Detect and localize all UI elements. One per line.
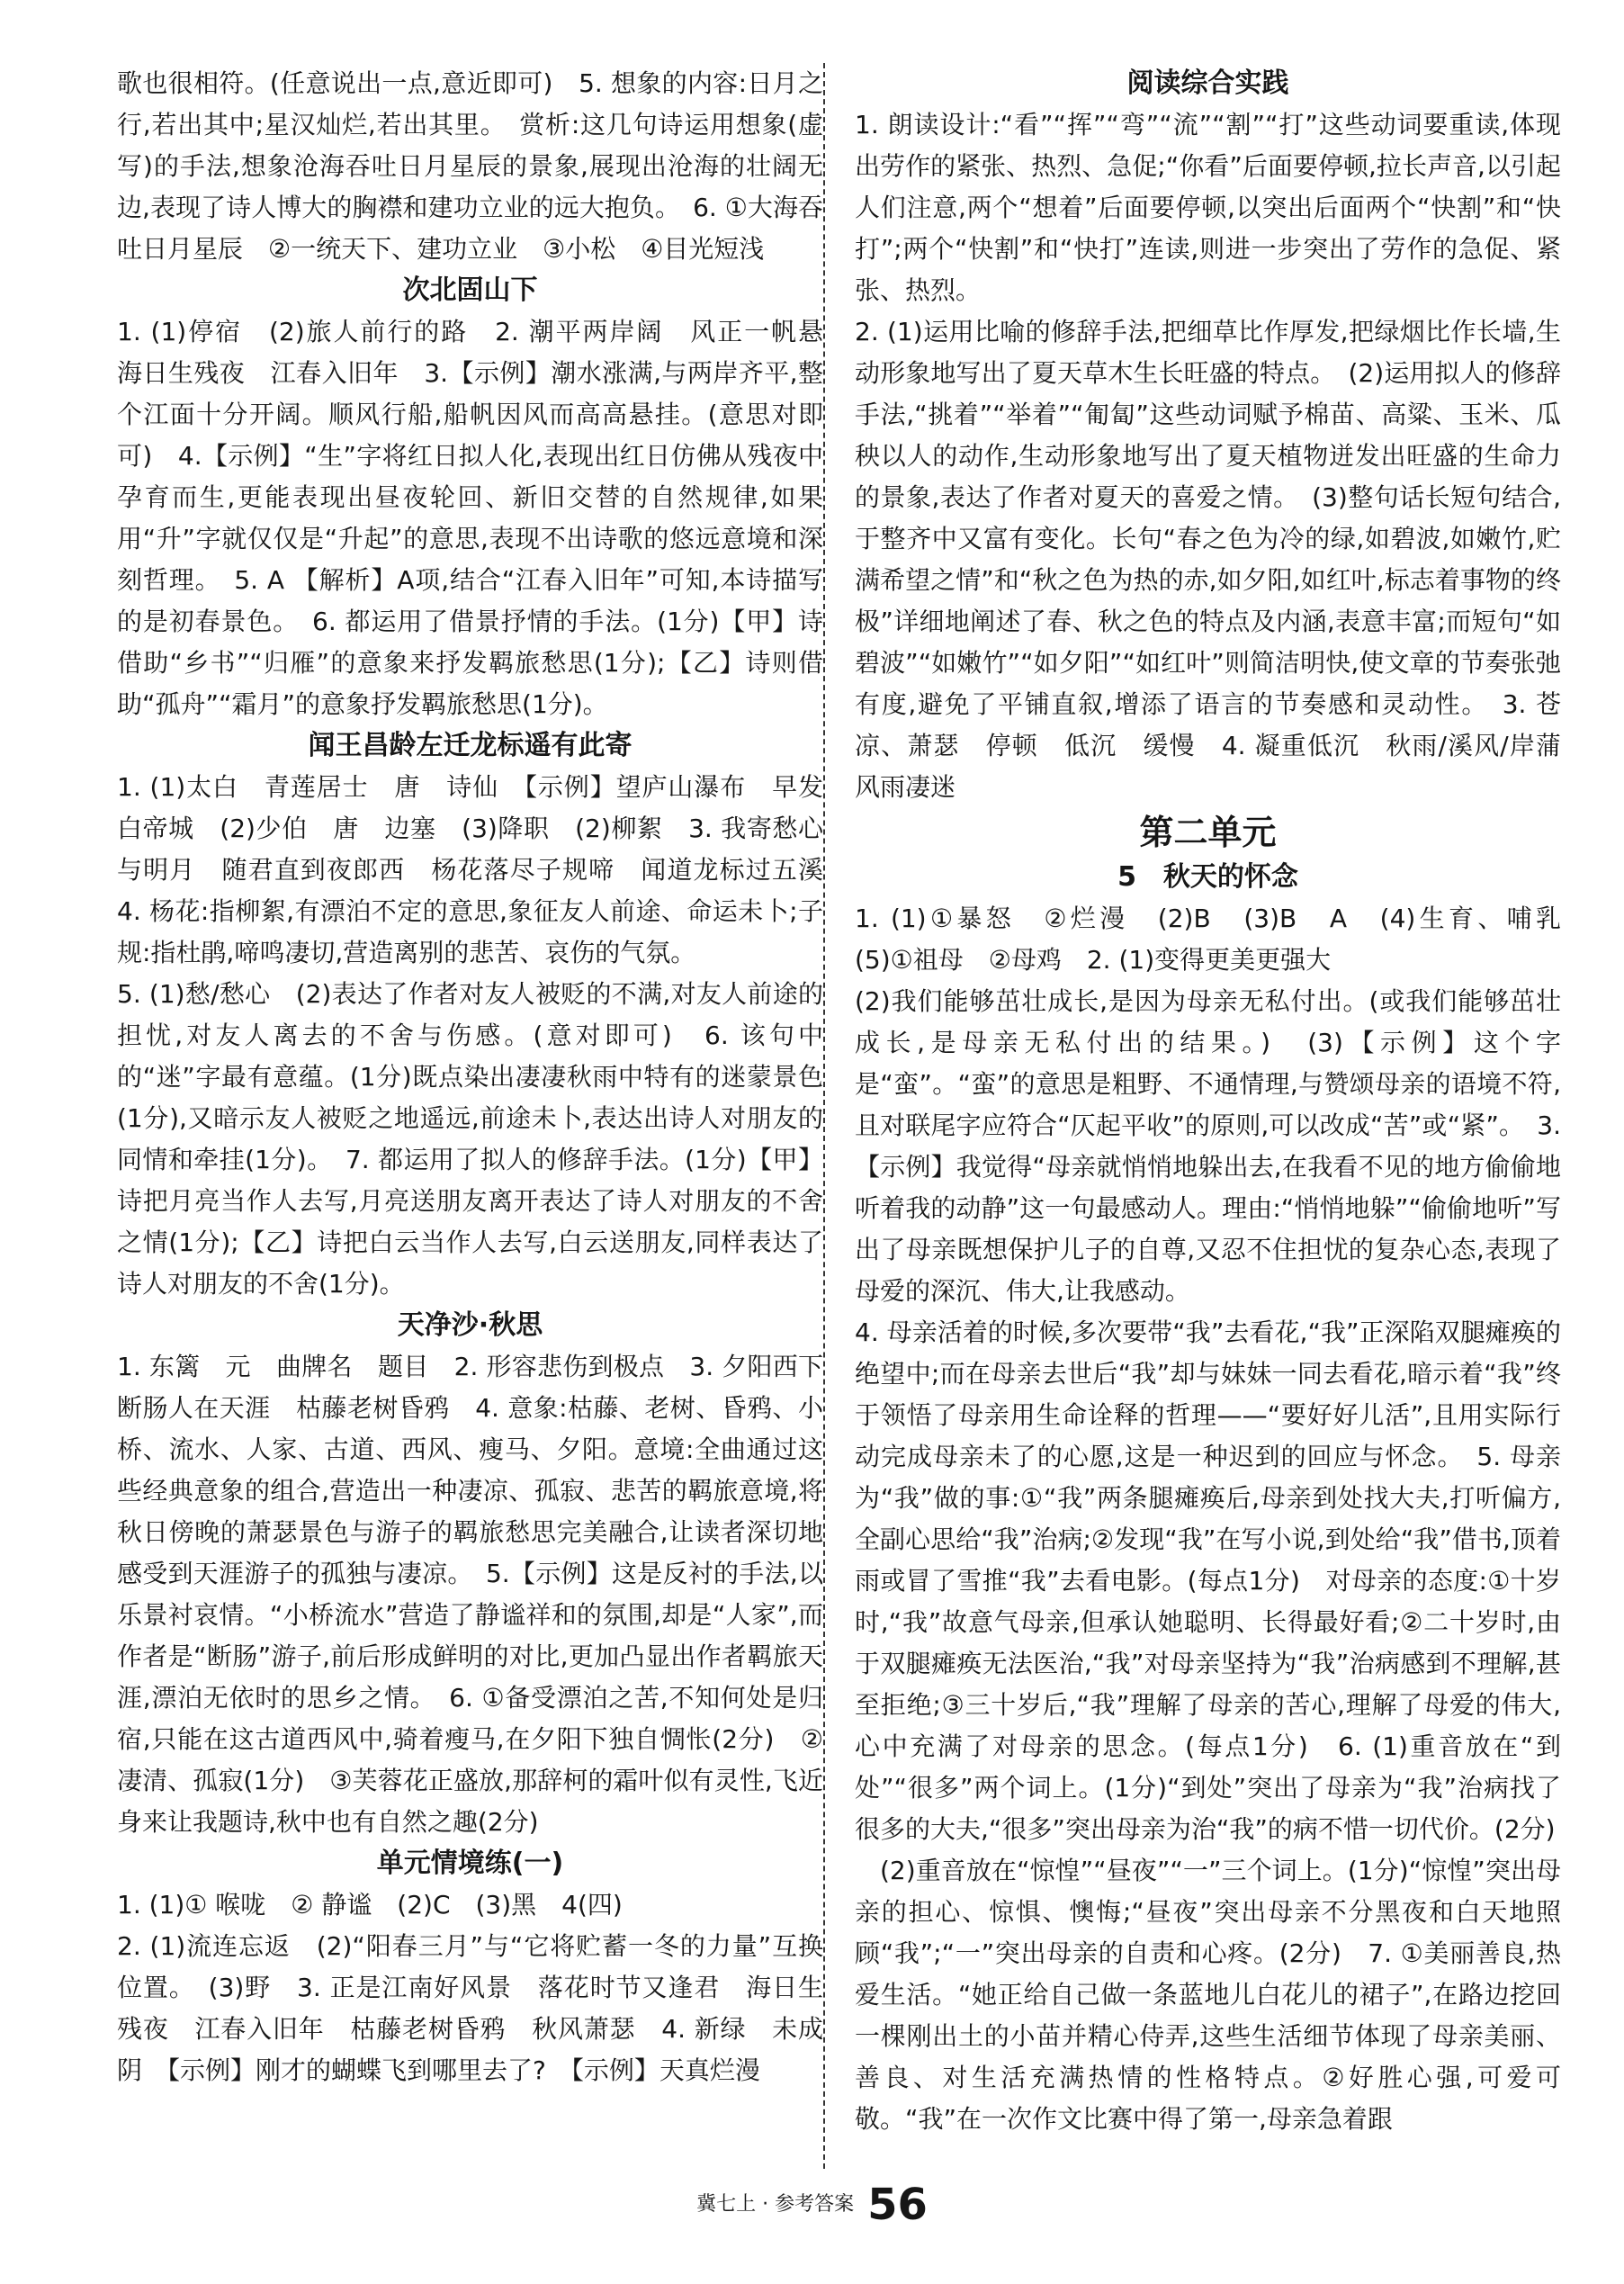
left-column xyxy=(117,63,849,2091)
section-title-tian-jing-sha: 天净沙·秋思 xyxy=(397,1309,543,1341)
unit-title-unit-2: 第二单元 xyxy=(1139,813,1277,852)
footer-label: 冀七上 · 参考答案 xyxy=(696,2193,855,2216)
answers-qiu-tian-q6-q7: (2)重音放在“惊惶”“昼夜”“一”三个词上。(1分)“惊惶”突出母亲的担心、惊惧、懊悔;“昼夜”突出母亲不分黑夜和白天地照顾“我”;“一”突出母亲的自责和心疼。(2分) 7. ①美丽善良,热爱生活。“她正给自己做一条蓝地儿白花儿的裙子”,在路边挖回一棵刚出土的小苗并精心侍弄,这些生活细节体现了母亲美丽、善良、对生活充满热情的性格特点。②好胜心强,可爱可敬。“我”在一次作文比赛中得了第一,母亲急着跟 xyxy=(855,1856,1561,2134)
answers-qiu-tian-q1-q2: 1. (1)①暴怒 ②烂漫 (2)B (3)B A (4)生育、哺乳 (5)①祖母 ②母鸡 2. (1)变得更美更强大 xyxy=(855,904,1587,975)
column-divider xyxy=(823,63,825,2169)
section-title-unit-practice-1: 单元情境练(一) xyxy=(376,1848,564,1879)
page-footer xyxy=(0,2178,1624,2232)
answers-unit-practice-q2-q4: 2. (1)流连忘返 (2)“阳春三月”与“它将贮蓄一冬的力量”互换位置。 (3)野 3. 正是江南好风景 落花时节又逢君 海日生残夜 江春入旧年 枯藤老树昏鸦 秋风萧瑟 4. 新绿 未成阴 【示例】刚才的蝴蝶飞到哪里去了? 【示例】天真烂漫 xyxy=(117,1931,823,2085)
section-title-qiu-tian-de-huai-nian: 5 秋天的怀念 xyxy=(1117,861,1298,893)
section-title-reading-practice: 阅读综合实践 xyxy=(1126,67,1289,99)
answers-reading-practice-q2-q4: 2. (1)运用比喻的修辞手法,把细草比作厚发,把绿烟比作长墙,生动形象地写出了夏天草木生长旺盛的特点。 (2)运用拟人的修辞手法,“挑着”“举着”“匍匐”这些动词赋予棉苗、高粱、玉米、瓜秧以人的动作,生动形象地写出了夏天植物迸发出旺盛的生命力的景象,表达了作者对夏天的喜爱之情。 (3)整句话长短句结合,于整齐中又富有变化。长句“春之色为冷的绿,如碧波,如嫩竹,贮满希望之情”和“秋之色为热的赤,如夕阳,如红叶,标志着事物的终极”详细地阐述了春、秋之色的特点及内涵,表意丰富;而短句“如碧波”“如嫩竹”“如夕阳”“如红叶”则简洁明快,使文章的节奏张弛有度,避免了平铺直叙,增添了语言的节奏感和灵动性。 3. 苍凉、萧瑟 停顿 低沉 缓慢 4. 凝重低沉 秋雨/溪风/岸蒲 风雨凄迷 xyxy=(855,317,1587,802)
section-title-wen-wang-changling: 闻王昌龄左迁龙标遥有此寄 xyxy=(308,730,633,761)
answers-reading-practice-q1: 1. 朗读设计:“看”“挥”“弯”“流”“割”“打”这些动词要重读,体现出劳作的紧张、热烈、急促;“你看”后面要停顿,拉长声音,以引起人们注意,两个“想着”后面要停顿,以突出后面两个“快割”和“快打”;两个“快割”和“快打”连读,则进一步突出了劳作的急促、紧张、热烈。 xyxy=(855,110,1561,305)
answers-wen-wang-changling-part1: 1. (1)太白 青莲居士 唐 诗仙 【示例】望庐山瀑布 早发白帝城 (2)少伯 唐 边塞 (3)降职 (2)柳絮 3. 我寄愁心与明月 随君直到夜郎西 杨花落尽子规啼 闻道龙标过五溪 4. 杨花:指柳絮,有漂泊不定的意思,象征友人前途、命运未卜;子规:指杜鹃,啼鸣凄切,营造离别的悲苦、哀伤的气氛。 xyxy=(117,772,849,967)
poem-answer-continued: 歌也很相符。(任意说出一点,意近即可) 5. 想象的内容:日月之行,若出其中;星汉灿烂,若出其里。 赏析:这几句诗运用想象(虚写)的手法,想象沧海吞吐日月星辰的景象,展现出沧海的壮阔无边,表现了诗人博大的胸襟和建功立业的远大抱负。 6. ①大海吞吐日月星辰 ②一统天下、建功立业 ③小松 ④目光短浅 xyxy=(117,68,823,264)
answers-wen-wang-changling-part2: 5. (1)愁/愁心 (2)表达了作者对友人被贬的不满,对友人前途的担忧,对友人离去的不舍与伤感。(意对即可) 6. 该句中的“迷”字最有意蕴。(1分)既点染出凄凄秋雨中特有的迷蒙景色(1分),又暗示友人被贬之地遥远,前途未卜,表达出诗人对朋友的同情和牵挂(1分)。 7. 都运用了拟人的修辞手法。(1分)【甲】诗把月亮当作人去写,月亮送朋友离开表达了诗人对朋友的不舍之情(1分);【乙】诗把白云当作人去写,白云送朋友,同样表达了诗人对朋友的不舍(1分)。 xyxy=(117,979,823,1299)
section-title-ci-bei-gu-shan-xia: 次北固山下 xyxy=(402,274,538,306)
answers-tian-jing-sha: 1. 东篱 元 曲牌名 题目 2. 形容悲伤到极点 3. 夕阳西下 断肠人在天涯 枯藤老树昏鸦 4. 意象:枯藤、老树、昏鸦、小桥、流水、人家、古道、西风、瘦马、夕阳。意境:全曲通过这些经典意象的组合,营造出一种凄凉、孤寂、悲苦的羁旅意境,将秋日傍晚的萧瑟景色与游子的羁旅愁思完美融合,让读者深切地感受到天涯游子的孤独与凄凉。 5.【示例】这是反衬的手法,以乐景衬哀情。“小桥流水”营造了静谧祥和的氛围,却是“人家”,而作者是“断肠”游子,前后形成鲜明的对比,更加凸显出作者羁旅天涯,漂泊无依时的思乡之情。 6. ①备受漂泊之苦,不知何处是归宿,只能在这古道西风中,骑着瘦马,在夕阳下独自惆怅(2分) ②凄清、孤寂(1分) ③芙蓉花正盛放,那辞柯的霜叶似有灵性,飞近身来让我题诗,秋中也有自然之趣(2分) xyxy=(117,1352,849,1837)
answers-qiu-tian-q4-q6: 4. 母亲活着的时候,多次要带“我”去看花,“我”正深陷双腿瘫痪的绝望中;而在母亲去世后“我”却与妹妹一同去看花,暗示着“我”终于领悟了母亲用生命诠释的哲理——“要好好儿活”,且用实际行动完成母亲未了的心愿,这是一种迟到的回应与怀念。 5. 母亲为“我”做的事:①“我”两条腿瘫痪后,母亲到处找大夫,打听偏方,全副心思给“我”治病;②发现“我”在写小说,到处给“我”借书,顶着雨或冒了雪推“我”去看电影。(每点1分) 对母亲的态度:①十岁时,“我”故意气母亲,但承认她聪明、长得最好看;②二十岁时,由于双腿瘫痪无法医治,“我”对母亲坚持为“我”治病感到不理解,甚至拒绝;③三十岁后,“我”理解了母亲的苦心,理解了母爱的伟大,心中充满了对母亲的思念。(每点1分) 6. (1)重音放在“到处”“很多”两个词上。(1分)“到处”突出了母亲为“我”治病找了很多的大夫,“很多”突出母亲为治“我”的病不惜一切代价。(2分) xyxy=(855,1317,1561,1844)
answers-qiu-tian-q2-q3: (2)我们能够茁壮成长,是因为母亲无私付出。(或我们能够茁壮成长,是母亲无私付出的结果。) (3)【示例】这个字是“蛮”。“蛮”的意思是粗野、不通情理,与赞颂母亲的语境不符,且对联尾字应符合“仄起平收”的原则,可以改成“苦”或“紧”。 3.【示例】我觉得“母亲就悄悄地躲出去,在我看不见的地方偷偷地听着我的动静”这一句最感动人。理由:“悄悄地躲”“偷偷地听”写出了母亲既想保护儿子的自尊,又忍不住担忧的复杂心态,表现了母爱的深沉、伟大,让我感动。 xyxy=(855,986,1561,1306)
page-number: 56 xyxy=(867,2180,928,2230)
answers-ci-bei-gu-shan-xia: 1. (1)停宿 (2)旅人前行的路 2. 潮平两岸阔 风正一帆悬 海日生残夜 江春入旧年 3.【示例】潮水涨满,与两岸齐平,整个江面十分开阔。顺风行船,船帆因风而高高悬挂。(意思对即可) 4.【示例】“生”字将红日拟人化,表现出红日仿佛从残夜中孕育而生,更能表现出昼夜轮回、新旧交替的自然规律,如果用“升”字就仅仅是“升起”的意思,表现不出诗歌的悠远意境和深刻哲理。 5. A 【解析】A项,结合“江春入旧年”可知,本诗描写的是初春景色。 6. 都运用了借景抒情的手法。(1分)【甲】诗借助“乡书”“归雁”的意象来抒发羁旅愁思(1分);【乙】诗则借助“孤舟”“霜月”的意象抒发羁旅愁思(1分)。 xyxy=(117,317,849,719)
answers-unit-practice-q1: 1. (1)① 喉咙 ② 静谧 (2)C (3)黑 4(四) xyxy=(117,1890,623,1920)
right-column xyxy=(855,63,1587,2140)
